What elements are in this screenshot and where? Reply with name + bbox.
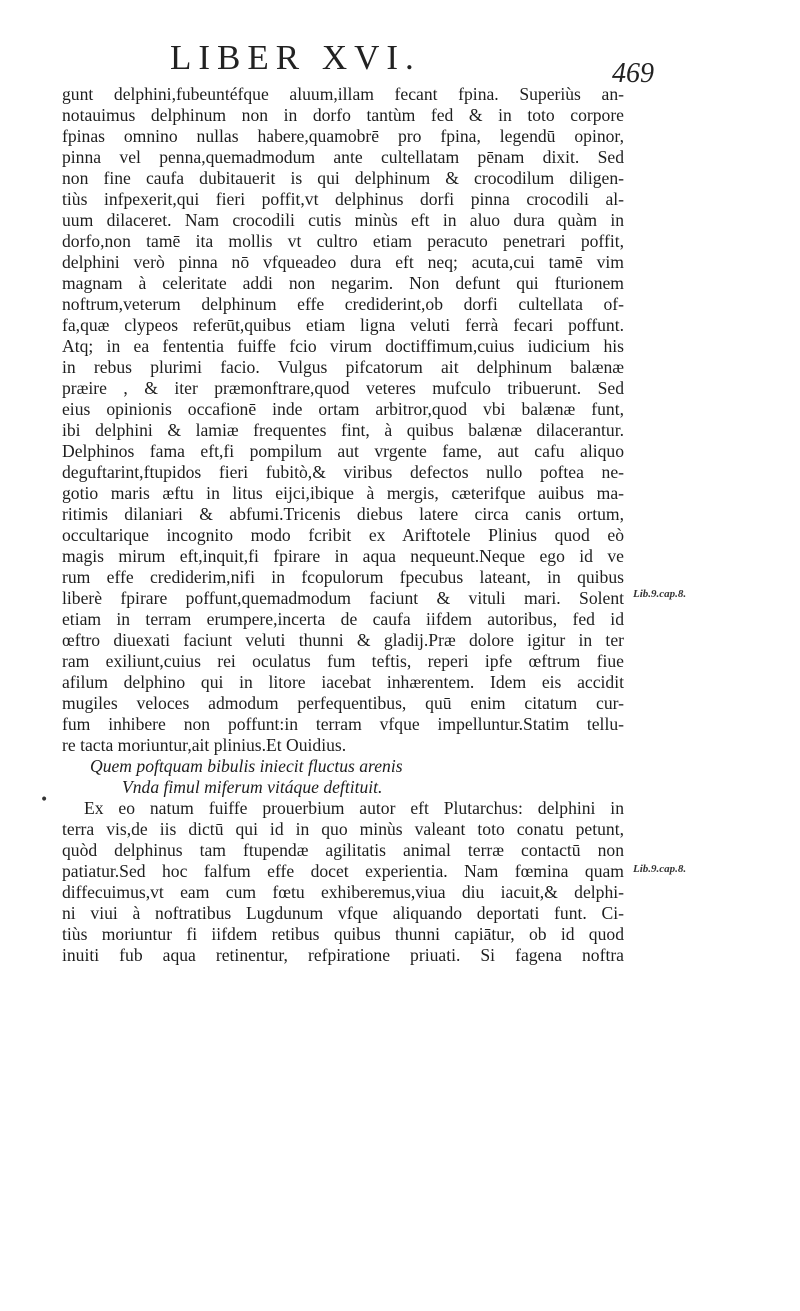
text-line: ibi delphini & lamiæ frequentes fint, à quibus balænæ dilacerantur. <box>62 420 624 440</box>
verse-line: Vnda fimul miferum vitáque deftituit. <box>122 777 383 797</box>
page-number: 469 <box>612 58 654 89</box>
text-line: ram exiliunt,cuius rei oculatus fum teftis, reperi ipfe œftrum fiue <box>62 651 624 671</box>
text-line: rum effe crediderim,nifi in fcopulorum fpecubus lateant, in quibus <box>62 567 624 587</box>
text-line: inuiti fub aqua retinentur, refpiratione priuati. Si fagena noftra <box>62 945 624 965</box>
text-line: tiùs infpexerit,qui fieri poffit,vt delphinus dorfi pinna crocodili al- <box>62 189 624 209</box>
body-text <box>62 84 624 966</box>
text-line: diffecuimus,vt eam cum fœtu exhiberemus,viua diu iacuit,& delphi- <box>62 882 624 902</box>
text-line: notauimus delphinum non in dorfo tantùm fed & in toto corpore <box>62 105 624 125</box>
text-line: dorfo,non tamē ita mollis vt cultro etiam peracuto penetrari poffit, <box>62 231 624 251</box>
text-line: gunt delphini,fubeuntéfque aluum,illam fecant fpina. Superiùs an- <box>62 84 624 104</box>
text-line: fa,quæ clypeos referūt,quibus etiam ligna veluti ferrà fecari poffunt. <box>62 315 624 335</box>
text-line: pinna vel penna,quemadmodum ante cultellatam pēnam dixit. Sed <box>62 147 624 167</box>
text-line: terra vis,de iis dictū qui id in quo minùs valeant toto conatu petunt, <box>62 819 624 839</box>
text-line: Delphinos fama eft,fi pompilum aut vrgente fame, aut cafu aliquo <box>62 441 624 461</box>
text-line: magis mirum eft,inquit,fi fpirare in aqua nequeunt.Neque ego id ve <box>62 546 624 566</box>
text-line: magnam à celeritate addi non negarim. Non defunt qui fturionem <box>62 273 624 293</box>
text-line: uum dilaceret. Nam crocodili cutis minùs eft in aluo dura quàm in <box>62 210 624 230</box>
text-line: fum inhibere non poffunt:in terram vfque impelluntur.Statim tellu- <box>62 714 624 734</box>
text-line: non fine caufa dubitauerit is qui delphinum & crocodilum diligen- <box>62 168 624 188</box>
text-line: præire , & iter præmonftrare,quod veteres mufculo tribuerunt. Sed <box>62 378 624 398</box>
marginal-note: Lib.9.cap.8. <box>633 863 687 875</box>
text-line: tiùs moriuntur fi iifdem retibus quibus thunni capiātur, ob id quod <box>62 924 624 944</box>
text-line: eius opinionis occafionē inde ortam arbitror,quod vbi balænæ funt, <box>62 399 624 419</box>
text-line: re tacta moriuntur,ait plinius.Et Ouidius. <box>62 735 347 755</box>
text-line: liberè fpirare poffunt,quemadmodum faciunt & vituli mari. Solent <box>62 588 624 608</box>
text-line: mugiles veloces admodum perfequentibus, quū enim citatum cur- <box>62 693 624 713</box>
text-line: in rebus plurimi facio. Vulgus pifcatorum ait delphinum balænæ <box>62 357 624 377</box>
text-line: delphini verò pinna nō vfqueadeo dura eft neq; acuta,cui tamē vim <box>62 252 624 272</box>
text-line: Atq; in ea fententia fuiffe fcio virum doctiffimum,cuius iudicium his <box>62 336 624 356</box>
text-line: patiatur.Sed hoc falfum effe docet experientia. Nam fœmina quam <box>62 861 624 881</box>
verse-line: Quem poftquam bibulis iniecit fluctus arenis <box>90 756 403 776</box>
text-line: occultarique incognito modo fcribit ex Ariftotele Plinius quod eò <box>62 525 624 545</box>
text-line: deguftarint,ftupidos fieri fubitò,& viribus defectos nullo poftea ne- <box>62 462 624 482</box>
text-line: quòd delphinus tam ftupendæ agilitatis animal terræ contactū non <box>62 840 624 860</box>
text-line: Ex eo natum fuiffe prouerbium autor eft Plutarchus: delphini in <box>84 798 624 818</box>
marginal-note: Lib.9.cap.8. <box>633 588 687 600</box>
text-line: fpinas omnino nullas habere,quamobrē pro fpina, legendū opinor, <box>62 126 624 146</box>
text-line: etiam in terram erumpere,incerta de caufa iifdem autoribus, fed id <box>62 609 624 629</box>
text-line: ni viui à noftratibus Lugdunum vfque aliquando deportati funt. Ci- <box>62 903 624 923</box>
text-line: noftrum,veterum delphinum effe crediderint,ob dorfi cultellata of- <box>62 294 624 314</box>
text-line: ritimis dilaniari & abfumi.Tricenis diebus latere circa canis ortum, <box>62 504 624 524</box>
text-line: gotio maris æftu in litus eijci,ibique à mergis, cæterifque auibus ma- <box>62 483 624 503</box>
margin-mark: • <box>40 792 49 808</box>
text-line: afilum delphino qui in litore iacebat inhærentem. Idem eis accidit <box>62 672 624 692</box>
text-line: œftro diuexati faciunt veluti thunni & gladij.Præ dolore igitur in ter <box>62 630 624 650</box>
running-head: LIBER XVI. <box>170 38 421 77</box>
